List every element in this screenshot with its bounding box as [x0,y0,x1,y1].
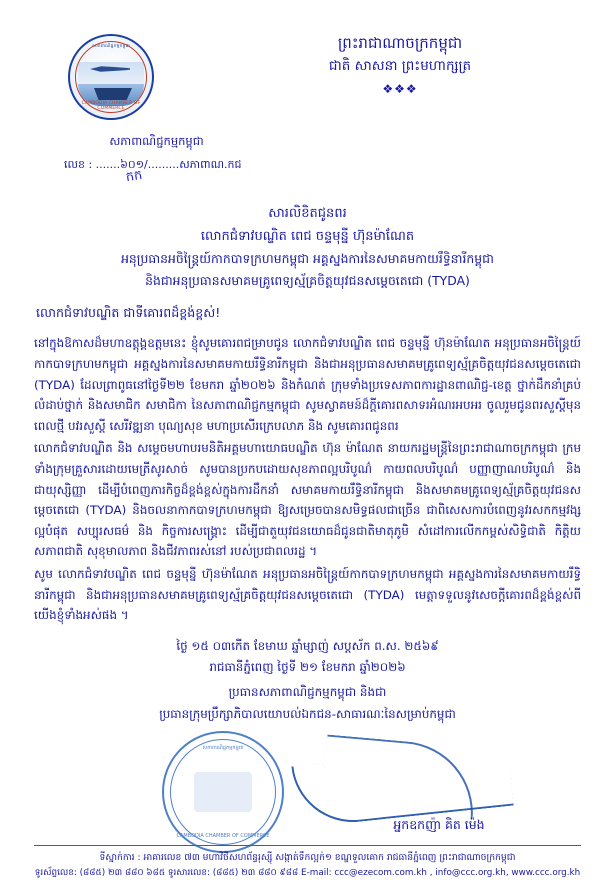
signature-stroke-2 [321,734,479,819]
stamp-top-text: សភាពាណិជ្ជកម្មកម្ពុជា [202,744,244,751]
organization-name: សភាពាណិជ្ជកម្មកម្ពុជា [109,134,204,148]
footer-contact: ទូរស័ព្ទលេខ: (៨៨៥) ២៣ ៨៨០ ៦៨៥ ទូរសារលេខ: (៨៨៥) ២៣ ៨៨០ ៩៨៨ E-mail: ccc@ezecom.com.kh , info@ccc.org.kh, www.ccc.org.kh [34,868,581,879]
signer-title-line-2: ប្រធានក្រុមប្រឹក្សាភិបាលយោបល់ឯកជន-សាធារណៈនៃសម្រាប់កម្ពុជា [159,706,456,721]
signer-title-block [34,681,581,725]
date-block [34,636,581,679]
stamp-bottom-text: CAMBODIA CHAMBER OF COMMERCE [176,832,270,839]
logo-ring [68,34,154,120]
handwritten-signature [284,735,534,830]
logo-top-text: សភាពាណិជ្ជកម្មកម្ពុជា [91,44,131,49]
addressee-role-1: អនុប្រធានអចិន្ត្រៃយ៍កាកបាទក្រហមកម្ពុជា អគ្គស្នងការនៃសមាគមកាយរឹទ្ធិនារីកម្ពុជា [121,251,494,267]
salutation: លោកជំទាវបណ្ឌិត ជាទីគោរពដ៏ខ្ពង់ខ្ពស់! [36,305,221,321]
date-buddhist: ថ្ងៃ ១៥ ០៣កើត ខែមាឃ ឆ្នាំម្សាញ់ សប្តស័ក ព.ស. ២៥៦៩ [176,638,439,653]
body-paragraph-1: នៅក្នុងឱកាសដ៏មហាឧត្តុង្គឧត្តមនេះ ខ្ញុំសូមគោរពជម្រាបជូន លោកជំទាវបណ្ឌិត ពេជ ចន្ទមុន្នី ហ៊ុនម៉ាណែត អនុប្រធានអចិន្ត្រៃយ៍កាកបាទក្រហមកម្ពុជា អគ្គស្នងការនៃសមាគមកាយរឹទ្ធិនារីកម្ពុជា និងជាអនុប្រធានសមាគមគ្រូពេទ្យស្ម័គ្រចិត្តយុវជនសម្តេចតេជោ (TYDA) ដែលព្រាពូធនៅថ្ងៃទី២២ ខែមករា ឆ្នាំ២០២៦ និងកំណត់ ក្រុមទាំងប្រទេសភាពការដ្ឋានពាណិជ្ជ-ខេត្ត ថ្នាក់ដឹកនាំគ្រប់លំដាប់ថ្នាក់ និងសមាជិក សមាជិកា នៃសភាពាណិជ្ជកម្មកម្ពុជា សូមស្វាគមន៍ដ៏ក្តីគោរពសាទរអំណរអបអរ ចូលរួមជូនពរសួស្តីមុនពេលថ្មី បវរសួស្តី សេរីវឌ្ឍនា បុណ្យសុខ មហាប្រសើរក្រេបលាភ និង សូមគោរពជូនពរ [34,336,581,433]
document-header [34,18,581,186]
addressee-role-2: និងជាអនុប្រធានសមាគមគ្រូពេទ្យស្ម័គ្រចិត្តយុវជនសម្តេចតេជោ (TYDA) [145,273,470,289]
chamber-of-commerce-logo [68,34,154,120]
ornament-divider: ❖❖❖ [382,82,418,97]
logo-bottom-text: CAMBODIA CHAMBER OF COMMERCE [81,101,141,111]
ship-icon [94,88,132,100]
kingdom-line-2: ជាតិ សាសនា ព្រះមហាក្សត្រ [328,58,472,75]
body-paragraph-3: សូម លោកជំទាវបណ្ឌិត ពេជ ចន្ទមុន្នី ហ៊ុនម៉ាណែត អនុប្រធានអចិន្ត្រៃយ៍កាកបាទក្រហមកម្ពុជា អគ្គស្នងការនៃសមាគមកាយរឹទ្ធិនារីកម្ពុជា និងជាអនុប្រធានសមាគមគ្រូពេទ្យស្ម័គ្រចិត្តយុវជនសម្តេចតេជោ (TYDA) មេត្តាទទួលនូវសេចក្តីគោរពដ៏ខ្ពង់ខ្ពស់ពីយើងខ្ញុំទាំងអស់ផង ។ [34,566,581,623]
airplane-icon [90,64,130,74]
stamp-emblem [194,772,252,812]
document-footer [34,845,581,881]
footer-address: ទីស្នាក់ការ : អាគារលេខ ៧៣ មហាវិថីសហព័ន្ធរុស្ស៊ី សង្កាត់ទឹកល្អក់១ ខណ្ឌទួលគោក រាជធានីភ្នំពេញ ព្រះរាជាណាចក្រកម្ពុជា [99,852,516,864]
official-stamp [162,731,284,853]
reference-handwritten-note: កក [124,167,144,186]
body-paragraph-2: លោកជំទាវបណ្ឌិត និង សម្តេចមហាបរមនិតិអគ្គមហាយោធបណ្ឌិត ហ៊ុន ម៉ាណែត នាយករដ្ឋមន្ត្រីនៃព្រះរាជាណាចក្រកម្ពុជា ក្រមទាំងក្រុមគ្រួសារដោយមេត្រីសូរសាច់ សូមបានប្រកបដោយសុខភាពល្អបរិបូណ៌ កាយពលបរិបូណ៌ បញ្ញាញាណបរិបូណ៌ និងជាយុស្សិញ្ញា ដើម្បីបំពេញភារកិច្ចដ៏ខ្ពង់ខ្ពស់ក្នុងការដឹកនាំ សមាគមកាយរឹទ្ធិនារីកម្ពុជា និងសមាគមគ្រូពេទ្យស្ម័គ្រចិត្តយុវជនសម្តេចតេជោ (TYDA) និងចលនាកាកបាទក្រហមកម្ពុជា ឱ្យសម្រេចបានសមិទ្ធផលជាច្រើន ជាពិសេសការបំពេញនូវរសកកម្មវង្សល្អបំផុត សប្បុរសធម៌ និង កិច្ចការសង្គ្រោះ ដើម្បីជាតួយុវជនយោធដ៏ជូនជាតិមាតុភូមិ សំដៅការលើកកម្ពស់សិទ្ធិជាតិ កិត្តិយសភាពជាតិ សុខុមាលភាព និងជីវភាពរស់នៅ របស់ប្រជាពលរដ្ឋ ។ [34,441,581,559]
stamp-and-signature-area [34,725,581,853]
reference-number: លេខ : .......៦០១/.........សភាពាណ.កជ [64,158,242,171]
logo-sky-band [78,62,144,84]
signer-title-line-1: ប្រធានសភាពាណិជ្ជកម្មកម្ពុជា និងជា [228,684,387,699]
logo-sea-band [78,84,144,106]
kingdom-line-1: ព្រះរាជាណាចក្រកម្ពុជា [337,34,463,52]
kingdom-heading [239,32,561,96]
addressee-name: លោកជំទាវបណ្ឌិត ពេជ ចន្ទមុន្នី ហ៊ុនម៉ាណែត [200,229,415,245]
document-body [34,333,581,625]
date-gregorian: រាជធានីភ្នំពេញ ថ្ងៃទី ២១ ខែមករា ឆ្នាំ២០២៦ [209,660,406,675]
document-title: សារលិខិតជូនពរ [268,206,347,221]
signer-name: អ្នកឧកញ៉ា គិត ម៉េង [393,816,485,832]
document-title-block [34,202,581,292]
